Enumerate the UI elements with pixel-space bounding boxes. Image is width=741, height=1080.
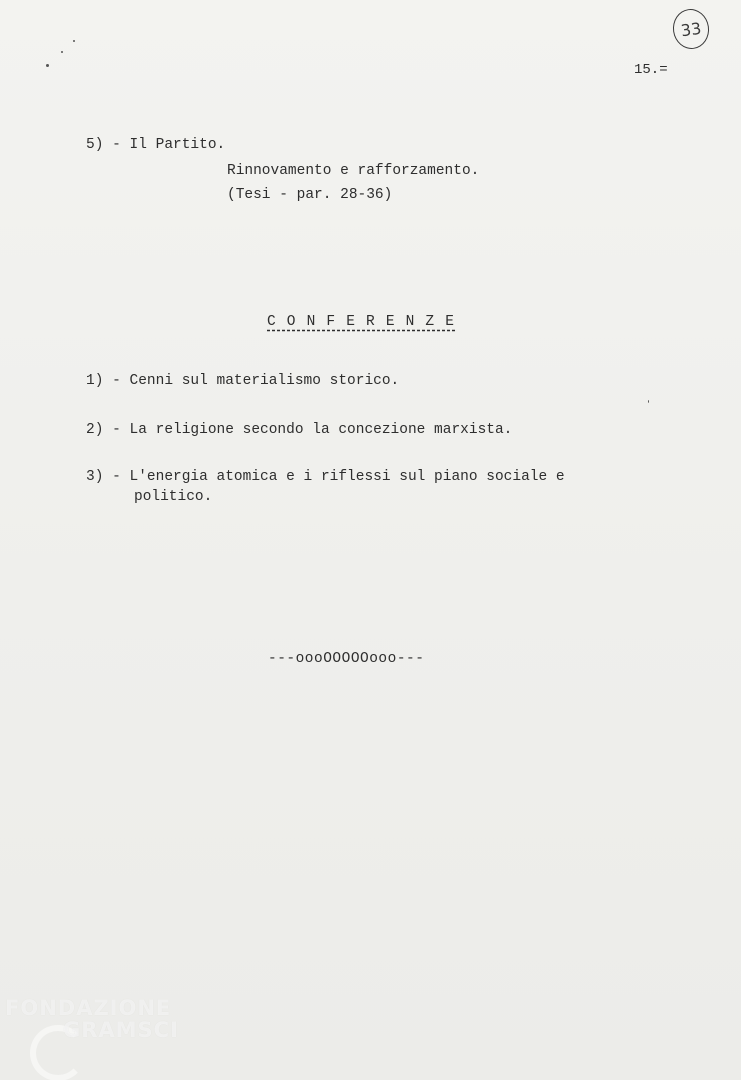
watermark-line2: GRAMSCI	[63, 1018, 179, 1043]
section-title: 5) - Il Partito.	[86, 137, 226, 153]
archive-number-stamp	[670, 7, 711, 52]
section-subtitle: Rinnovamento e rafforzamento.	[227, 163, 480, 179]
watermark	[5, 997, 179, 1041]
section-reference: (Tesi - par. 28-36)	[227, 187, 393, 203]
ink-speck	[73, 40, 75, 42]
ink-speck	[46, 64, 49, 67]
conference-item-continuation: politico.	[134, 489, 213, 505]
conference-item: 2) - La religione secondo la concezione marxista.	[86, 422, 513, 438]
page-number: 15.=	[634, 62, 668, 78]
conferences-heading: C O N F E R E N Z E	[267, 314, 456, 330]
conference-item: 3) - L'energia atomica e i riflessi sul piano sociale e	[86, 469, 565, 485]
ink-speck	[61, 51, 63, 53]
watermark-line1: FONDAZIONE	[5, 996, 172, 1020]
conference-item: 1) - Cenni sul materialismo storico.	[86, 373, 400, 389]
archive-number: 33	[679, 18, 703, 40]
separator-line: ---oooOOOOOooo---	[268, 651, 425, 667]
ink-speck	[648, 400, 649, 403]
